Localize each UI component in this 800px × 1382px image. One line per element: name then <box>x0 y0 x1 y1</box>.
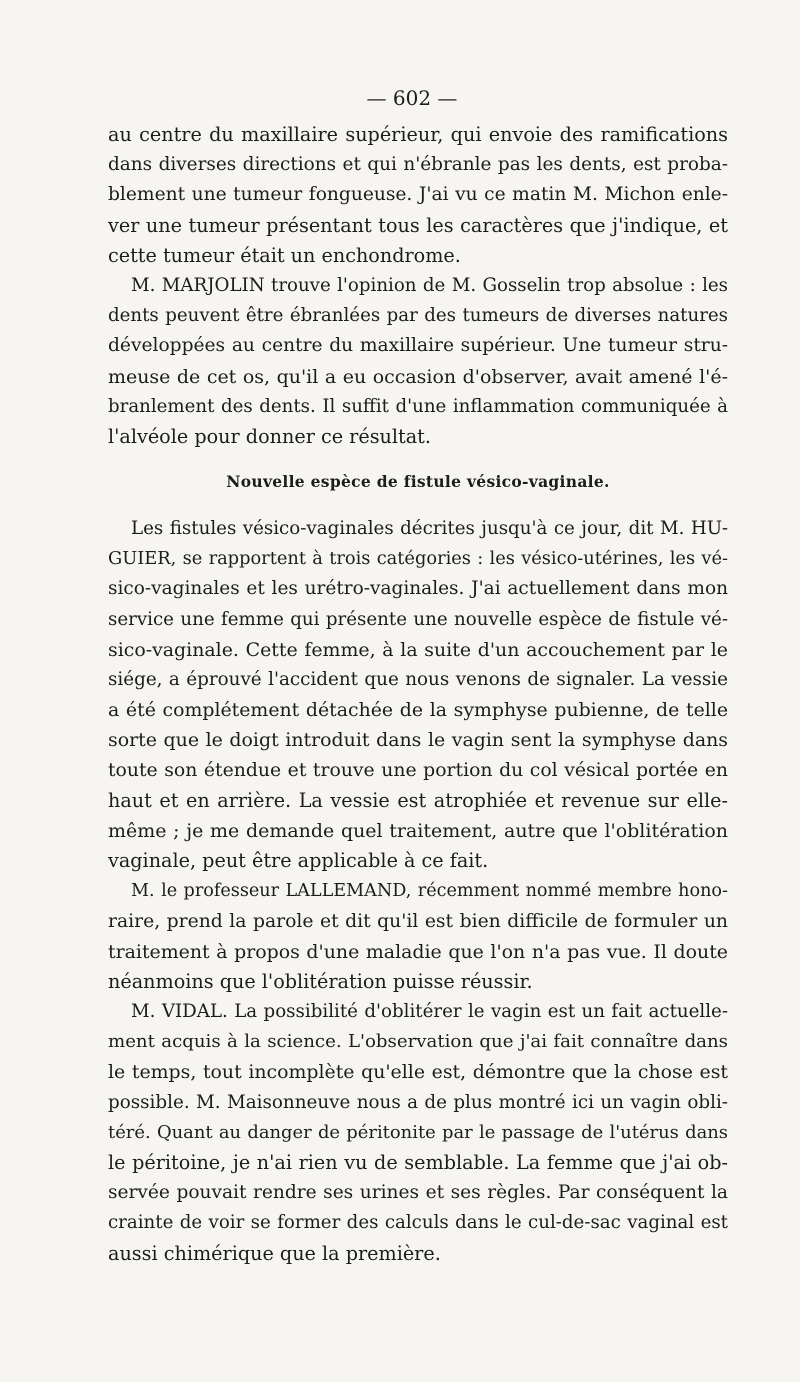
text-line: GUIER, se rapportent à trois catégories : les vésico-utérines, les vé- <box>108 548 728 570</box>
text-line: vaginale, peut être applicable à ce fait. <box>108 849 489 873</box>
text-line: M. le professeur LALLEMAND, récemment nommé membre hono- <box>131 881 728 902</box>
text-line: téré. Quant au danger de péritonite par le passage de l'utérus dans <box>108 1121 728 1143</box>
text-line: ver une tumeur présentant tous les caractères que j'indique, et <box>108 213 728 237</box>
paragraph-2 <box>108 271 728 452</box>
text-line: Les fistules vésico-vaginales décrites jusqu'à ce jour, dit M. HU- <box>131 518 728 540</box>
paragraph-4 <box>108 876 728 997</box>
text-line: cette tumeur était un enchondrome. <box>108 243 461 267</box>
page-number: — 602 — <box>366 86 458 110</box>
text-line: au centre du maxillaire supérieur, qui envoie des ramifications <box>108 123 728 146</box>
text-line: aussi chimérique que la première. <box>108 1241 441 1265</box>
text-line: a été complétement détachée de la symphyse pubienne, de telle <box>108 699 728 722</box>
text-line: meuse de cet os, qu'il a eu occasion d'observer, avait amené l'é- <box>108 365 728 388</box>
text-line: dents peuvent être ébranlées par des tumeurs de diverses natures <box>108 305 728 327</box>
text-line: haut et en arrière. La vessie est atrophiée et revenue sur elle- <box>108 788 728 812</box>
text-line: possible. M. Maisonneuve nous a de plus montré ici un vagin obli- <box>108 1091 728 1113</box>
section-heading: Nouvelle espèce de fistule vésico-vaginale. <box>226 472 610 492</box>
paragraph-1 <box>108 120 728 271</box>
text-line: l'alvéole pour donner ce résultat. <box>108 424 431 448</box>
text-line: branlement des dents. Il suffit d'une inflammation communiquée à <box>108 395 728 417</box>
text-line: M. VIDAL. La possibilité d'oblitérer le vagin est un fait actuelle- <box>131 1001 728 1023</box>
paragraph-5 <box>108 997 728 1269</box>
text-line: le temps, tout incomplète qu'elle est, démontre que la chose est <box>108 1061 728 1084</box>
text-line: traitement à propos d'une maladie que l'on n'a pas vue. Il doute <box>108 940 728 963</box>
text-line: néanmoins que l'oblitération puisse réussir. <box>108 969 533 993</box>
text-line: service une femme qui présente une nouvelle espèce de fistule vé- <box>108 608 728 630</box>
text-line: sico-vaginales et les urétro-vaginales. J'ai actuellement dans mon <box>108 578 728 600</box>
text-line: sico-vaginale. Cette femme, à la suite d'un accouchement par le <box>108 638 728 661</box>
text-line: sorte que le doigt introduit dans le vagin sent la symphyse dans <box>108 729 728 752</box>
text-line: blement une tumeur fongueuse. J'ai vu ce matin M. Michon enle- <box>108 184 728 206</box>
text-line: le péritoine, je n'ai rien vu de semblable. La femme que j'ai ob- <box>108 1151 728 1174</box>
text-line: toute son étendue et trouve une portion du col vésical portée en <box>108 759 728 781</box>
text-line: même ; je me demande quel traitement, autre que l'oblitération <box>108 819 728 842</box>
text-line: M. MARJOLIN trouve l'opinion de M. Gosselin trop absolue : les <box>131 274 728 296</box>
document-page <box>108 84 728 1269</box>
text-line: ment acquis à la science. L'observation que j'ai fait connaître dans <box>108 1031 728 1053</box>
text-line: développées au centre du maxillaire supérieur. Une tumeur stru- <box>108 335 728 357</box>
text-line: dans diverses directions et qui n'ébranle pas les dents, est proba- <box>108 154 728 176</box>
text-line: siége, a éprouvé l'accident que nous venons de signaler. La vessie <box>108 669 728 690</box>
text-line: servée pouvait rendre ses urines et ses règles. Par conséquent la <box>108 1182 728 1204</box>
paragraph-3 <box>108 514 728 876</box>
text-line: raire, prend la parole et dit qu'il est bien difficile de formuler un <box>108 910 728 932</box>
text-line: crainte de voir se former des calculs dans le cul-de-sac vaginal est <box>108 1212 728 1234</box>
